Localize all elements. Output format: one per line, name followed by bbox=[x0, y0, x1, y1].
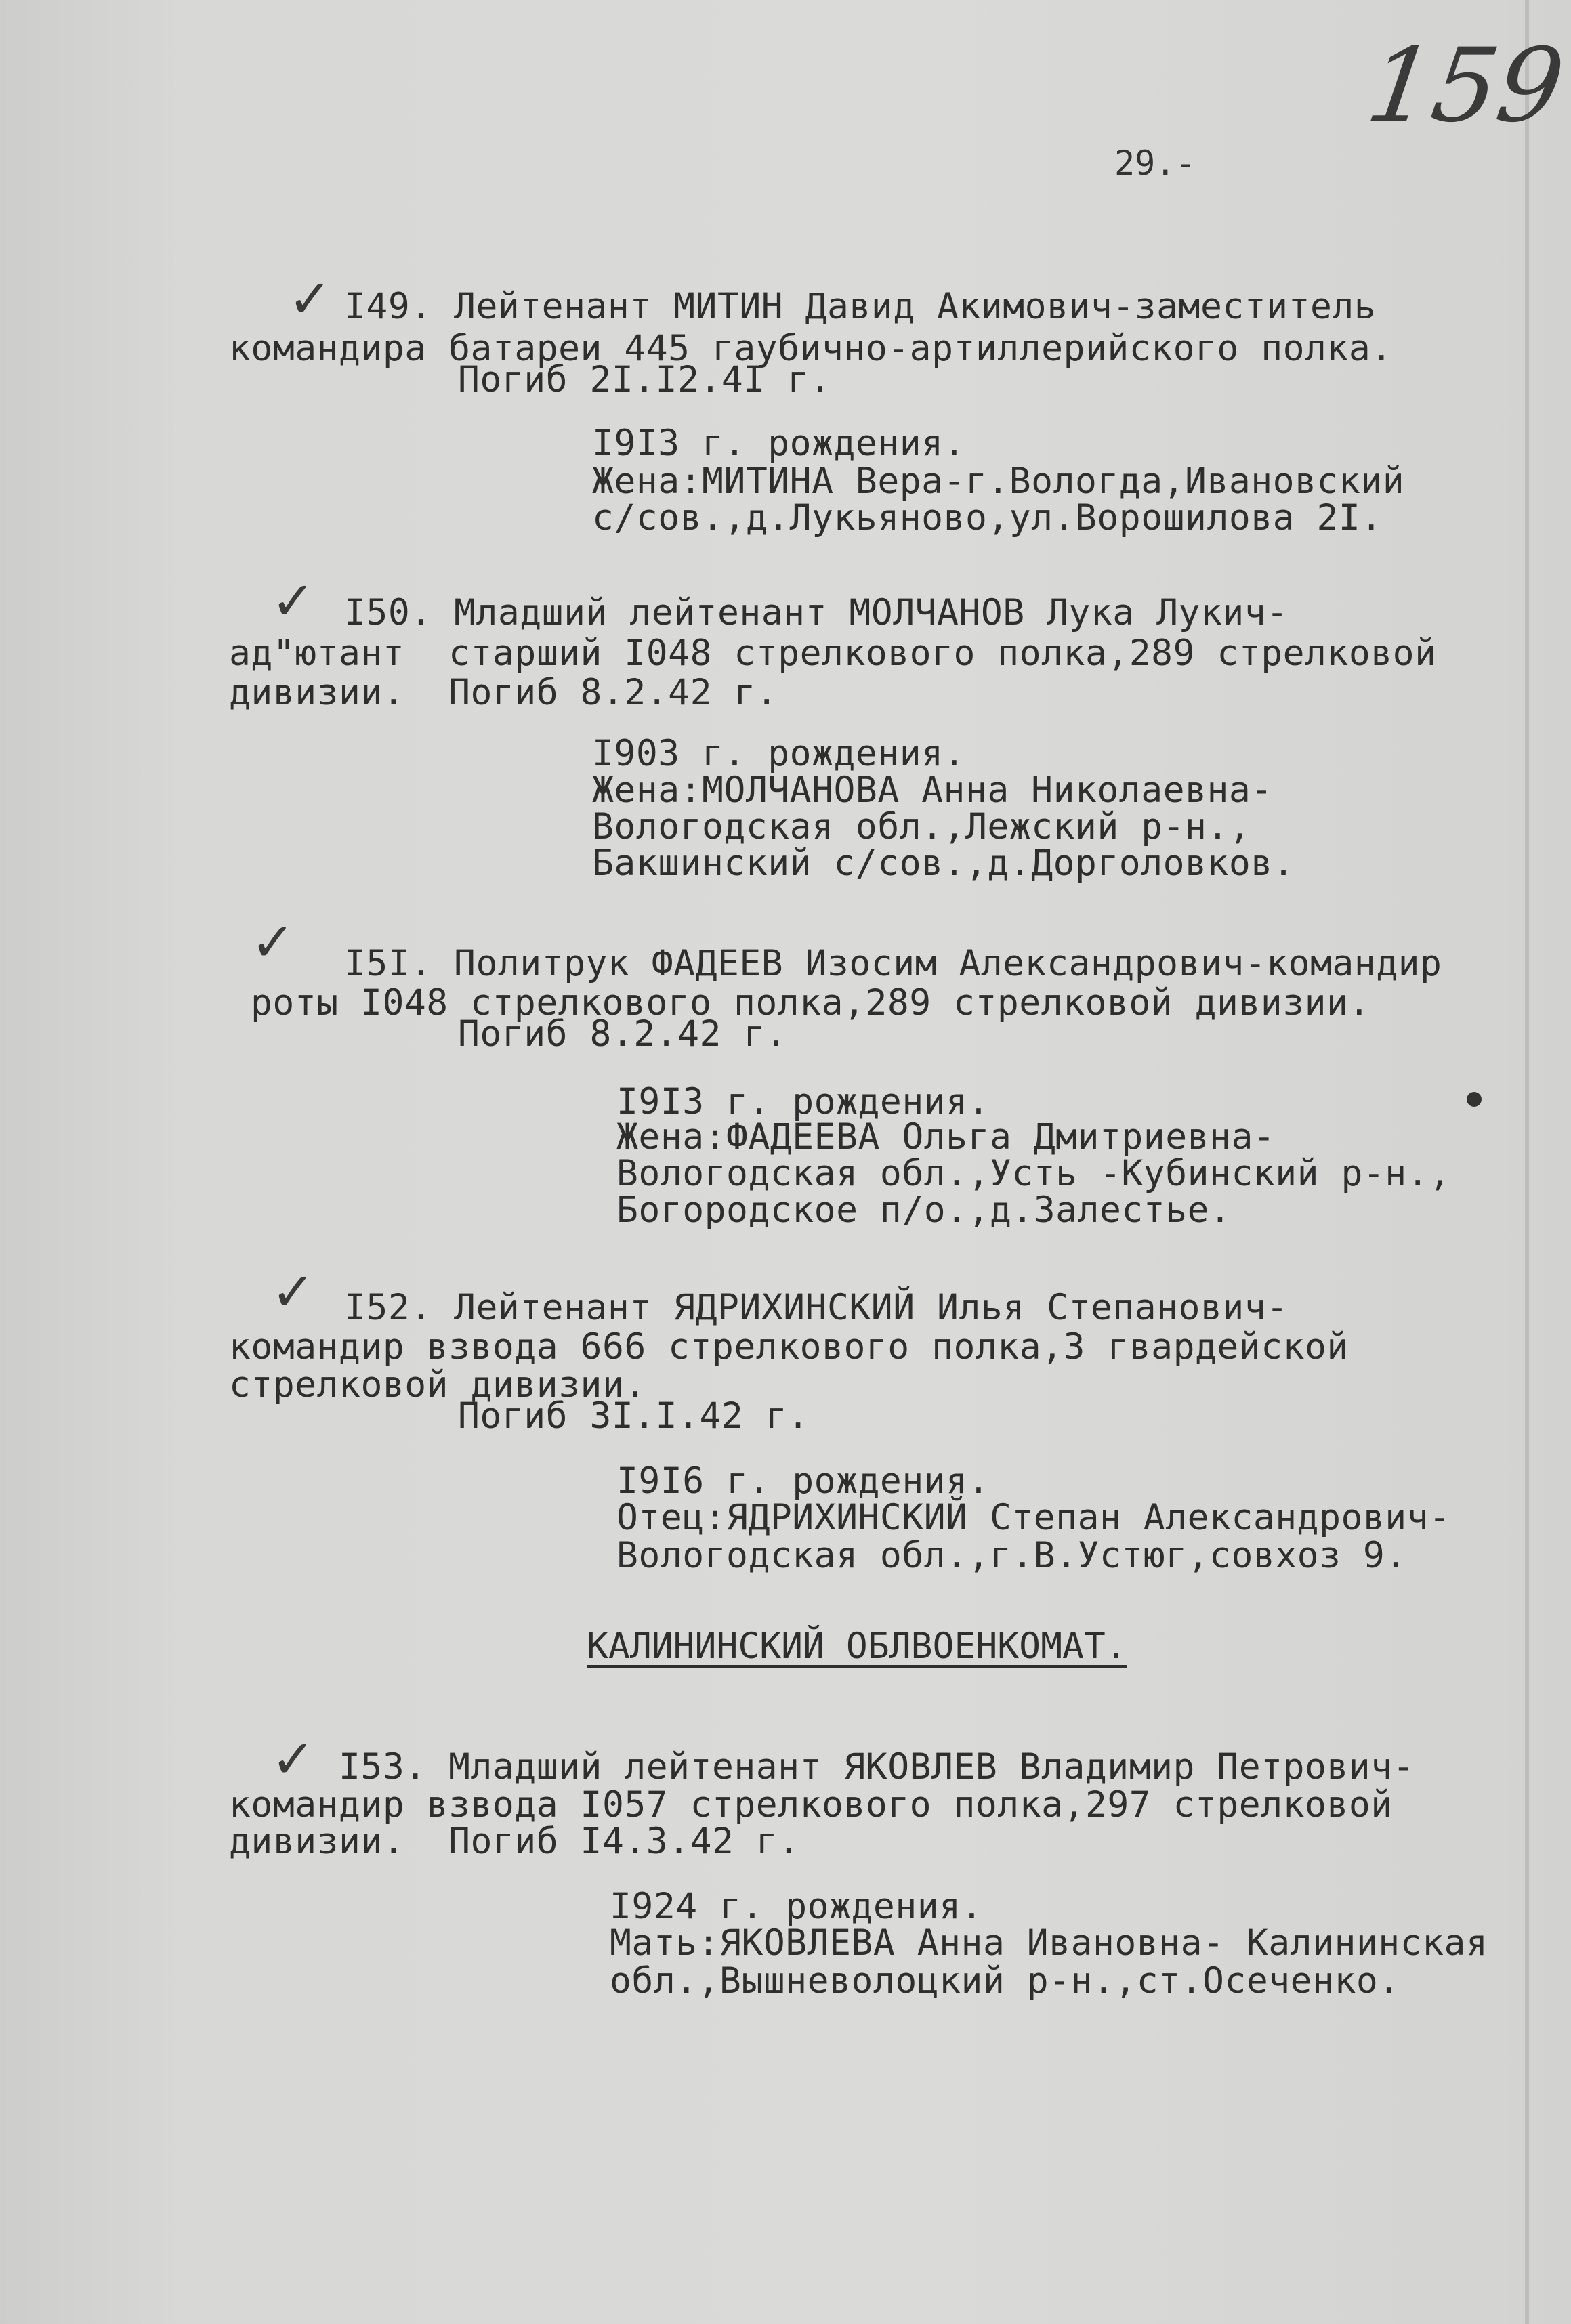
checkmark-icon: ✓ bbox=[288, 269, 333, 330]
record-149-detail-3: с/сов.,д.Лукьяново,ул.Ворошилова 2I. bbox=[592, 497, 1383, 538]
record-150-detail-4: Бакшинский с/сов.,д.Дорголовков. bbox=[592, 843, 1295, 884]
record-151-detail-2: Жена:ФАДЕЕВА Ольга Дмитриевна- bbox=[616, 1116, 1276, 1158]
record-152-detail-2: Отец:ЯДРИХИНСКИЙ Степан Александрович- bbox=[616, 1497, 1451, 1538]
record-150-detail-2: Жена:МОЛЧАНОВА Анна Николаевна- bbox=[592, 769, 1273, 811]
record-152-line-4: Погиб 3I.I.42 г. bbox=[458, 1395, 810, 1437]
record-150-line-2: ад"ютант старший I048 стрелкового полка,289 стрелковой bbox=[229, 633, 1437, 674]
ink-blot bbox=[1467, 1092, 1482, 1107]
record-152-line-1: I52. Лейтенант ЯДРИХИНСКИЙ Илья Степанович- bbox=[344, 1287, 1289, 1328]
checkmark-icon: ✓ bbox=[271, 1262, 316, 1323]
record-150-detail-3: Вологодская обл.,Лежский р-н., bbox=[592, 806, 1251, 847]
record-150-line-3: дивизии. Погиб 8.2.42 г. bbox=[229, 672, 778, 713]
record-152-detail-1: I9I6 г. рождения. bbox=[616, 1460, 990, 1502]
folio-number: 159 bbox=[1360, 27, 1571, 145]
record-153-detail-3: обл.,Вышневолоцкий р-н.,ст.Осеченко. bbox=[610, 1960, 1400, 2002]
page-number: 29.- bbox=[1114, 144, 1196, 183]
record-149-line-2: командира батареи 445 гаубично-артиллерийского полка. bbox=[229, 328, 1393, 369]
record-152-line-3: стрелковой дивизии. bbox=[229, 1364, 646, 1406]
checkmark-icon: ✓ bbox=[271, 1729, 316, 1790]
record-149-line-1: I49. Лейтенант МИТИН Давид Акимович-заместитель bbox=[344, 286, 1377, 327]
record-149-detail-1: I9I3 г. рождения. bbox=[592, 423, 965, 464]
record-152-detail-3: Вологодская обл.,г.В.Устюг,совхоз 9. bbox=[616, 1535, 1407, 1576]
record-152-line-2: командир взвода 666 стрелкового полка,3 гвардейской bbox=[229, 1326, 1349, 1368]
section-heading: КАЛИНИНСКИЙ ОБЛВОЕНКОМАТ. bbox=[587, 1626, 1127, 1667]
record-151-line-2: роты I048 стрелкового полка,289 стрелковой дивизии. bbox=[251, 982, 1370, 1023]
record-151-detail-4: Богородское п/о.,д.Залестье. bbox=[616, 1189, 1232, 1231]
record-150-line-1: I50. Младший лейтенант МОЛЧАНОВ Лука Лукич- bbox=[344, 592, 1289, 633]
record-149-detail-2: Жена:МИТИНА Вера-г.Вологда,Ивановский bbox=[592, 461, 1405, 502]
record-151-line-3: Погиб 8.2.42 г. bbox=[458, 1013, 788, 1055]
record-151-detail-1: I9I3 г. рождения. bbox=[616, 1081, 990, 1122]
checkmark-icon: ✓ bbox=[251, 912, 295, 973]
record-151-detail-3: Вологодская обл.,Усть -Кубинский р-н., bbox=[616, 1153, 1451, 1194]
record-153-detail-2: Мать:ЯКОВЛЕВА Анна Ивановна- Калининская bbox=[610, 1922, 1488, 1964]
record-153-line-3: дивизии. Погиб I4.3.42 г. bbox=[229, 1821, 800, 1862]
record-153-line-1: I53. Младший лейтенант ЯКОВЛЕВ Владимир Петрович- bbox=[339, 1746, 1415, 1788]
record-153-line-2: командир взвода I057 стрелкового полка,297 стрелковой bbox=[229, 1784, 1393, 1825]
record-150-detail-1: I903 г. рождения. bbox=[592, 733, 965, 774]
record-149-line-3: Погиб 2I.I2.4I г. bbox=[458, 359, 831, 400]
record-151-line-1: I5I. Политрук ФАДЕЕВ Изосим Александрович-командир bbox=[344, 943, 1442, 984]
checkmark-icon: ✓ bbox=[271, 571, 316, 632]
record-153-detail-1: I924 г. рождения. bbox=[610, 1886, 983, 1927]
page-edge bbox=[1525, 0, 1529, 2324]
